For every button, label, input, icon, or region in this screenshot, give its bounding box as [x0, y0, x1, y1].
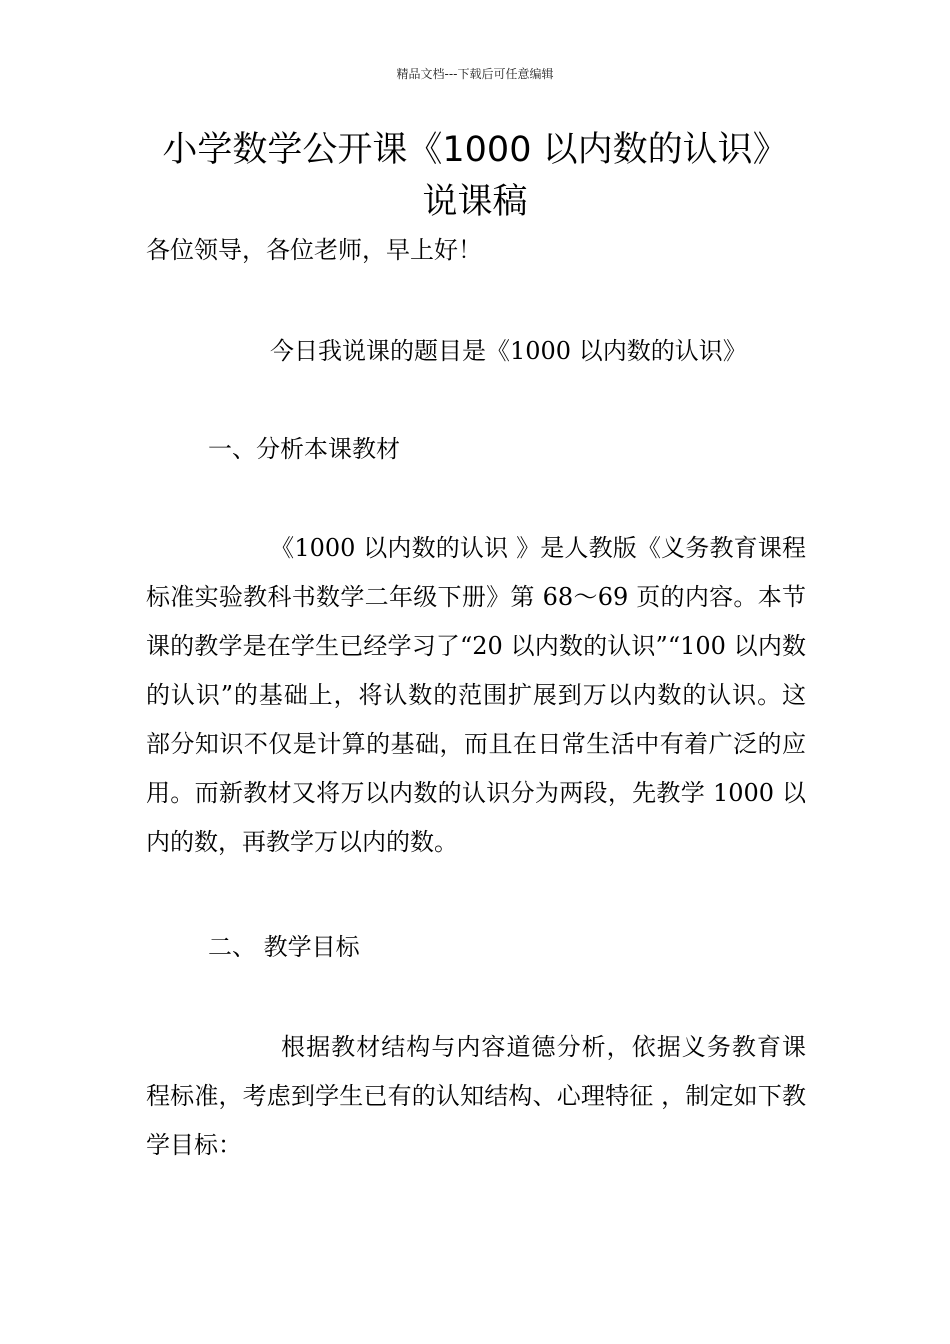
document-title-line-2: 说课稿 [422, 182, 528, 222]
section-2-paragraph [146, 1023, 806, 1170]
section-1-paragraph [146, 524, 806, 867]
greeting: 各位领导，各位老师，早上好！ [146, 236, 482, 264]
section-2-text: 根据教材结构与内容道德分析，依据义务教育课程标准，考虑到学生已有的认知结构、心理特征 ，制定如下教学目标： [146, 1033, 806, 1159]
document-title-line-1: 小学数学公开课《1000 以内数的认识》 [162, 130, 788, 170]
section-1-text: 《1000 以内数的认识 》是人教版《义务教育课程标准实验教科书数学二年级下册》第 68～69 页的内容。本节课的教学是在学生已经学习了“20 以内数的认识”“100 以内数的认识”的基础上，将认数的范围扩展到万以内数的认识。这部分知识不仅是计算的基础，而且在日常生活中有着广泛的应用。而新教材又将万以内数的认识分为两段，先教学 1000 以内的数，再教学万以内的数。 [146, 534, 806, 856]
section-1-heading: 一、分析本课教材 [208, 435, 400, 463]
section-2-heading: 二、 教学目标 [208, 933, 360, 961]
header-note: 精品文档---下载后可任意编辑 [396, 67, 554, 81]
intro-line: 今日我说课的题目是《1000 以内数的认识》 [270, 337, 747, 365]
